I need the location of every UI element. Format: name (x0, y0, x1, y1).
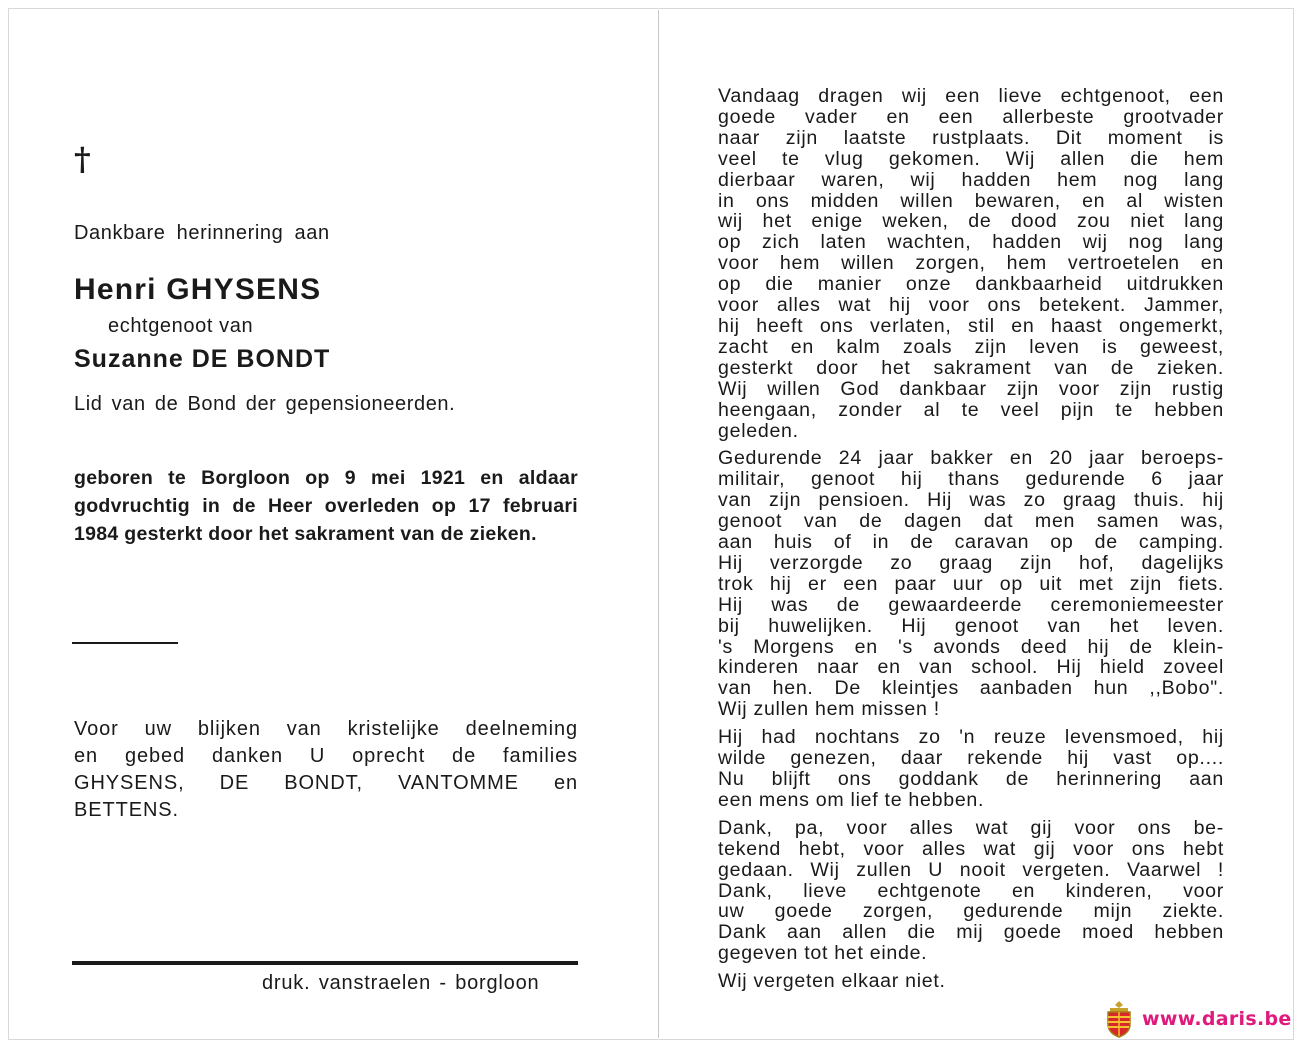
memorial-line: van hen. De kleintjes aanbaden hun ,,Bobo". (718, 677, 1224, 700)
spouse-name: Suzanne DE BONDT (74, 345, 331, 373)
memorial-line: wij het enige weken, de dood zou niet lang (718, 210, 1224, 233)
memorial-paragraph (718, 727, 1224, 811)
memorial-line: heengaan, zonder al te veel pijn te hebben (718, 398, 1224, 421)
memorial-line: gedaan. Wij zullen U nooit vergeten. Vaarwel ! (718, 858, 1224, 881)
memorial-line: een mens om lief te hebben. (718, 788, 985, 811)
memorial-line: genoot van de dagen dat men samen was, (718, 510, 1224, 533)
memorial-line: aan huis of in de caravan op de camping. (718, 531, 1224, 554)
memorial-line: goede vader en een allerbeste grootvader (718, 105, 1224, 128)
memorial-line: voor hem willen zorgen, hem vertroetelen en (718, 252, 1224, 275)
memorial-line: zacht en kalm zoals zijn leven is geweest, (718, 335, 1224, 358)
memorial-line: Wij vergeten elkaar niet. (718, 970, 946, 993)
memorial-line: gegeven tot het einde. (718, 942, 928, 965)
memorial-line: voor alles wat hij voor ons betekent. Jammer, (718, 294, 1224, 317)
memorial-paragraph (718, 86, 1224, 441)
deceased-name: Henri GHYSENS (74, 273, 322, 306)
memorial-line: Vandaag dragen wij een lieve echtgenoot, een (718, 85, 1224, 107)
thanks-line: en gebed danken U oprecht de families (74, 745, 578, 767)
memorial-line: Dank, pa, voor alles wat gij voor ons be- (718, 816, 1224, 839)
memorial-line: tekend hebt, voor alles wat gij voor ons hebt (718, 837, 1224, 860)
card-fold-line (658, 10, 659, 1038)
watermark (1104, 1000, 1292, 1038)
memorial-line: Wij willen God dankbaar zijn voor zijn rustig (718, 377, 1224, 400)
memorial-line: Hij was de gewaardeerde ceremoniemeester (718, 593, 1224, 616)
printer-credit: druk. vanstraelen - borgloon (262, 972, 540, 994)
birth-death-text: geboren te Borgloon op 9 mei 1921 en aldaar godvruchtig in de Heer overleden op 17 februari 1984 gesterkt door het sakrament van de zieken. (74, 467, 578, 545)
spouse-label: echtgenoot van (108, 315, 254, 337)
memorial-line: trok hij er een paar uur op uit met zijn fiets. (718, 572, 1224, 595)
memorial-paragraph (718, 448, 1224, 720)
memorial-line: bij huwelijken. Hij genoot van het leven. (718, 614, 1224, 637)
memorial-line: veel te vlug gekomen. Wij allen die hem (718, 147, 1224, 170)
memorial-line: op die manier onze dankbaarheid uitdrukken (718, 273, 1224, 296)
memorial-line: Hij verzorgde zo graag zijn hof, dagelijks (718, 551, 1224, 574)
heraldic-crest-icon (1104, 1000, 1134, 1038)
memorial-line: 's Morgens en 's avonds deed hij de klein- (718, 635, 1224, 658)
memorial-line: gesterkt door het sakrament van de zieken. (718, 356, 1224, 379)
memorial-line: wilde genezen, daar rekende hij vast op.... (718, 747, 1224, 770)
thanks-line: BETTENS. (74, 799, 179, 821)
memorial-line: Gedurende 24 jaar bakker en 20 jaar beroeps- (718, 447, 1224, 470)
memorial-line: Dank, lieve echtgenote en kinderen, voor (718, 879, 1224, 902)
memorial-line: kinderen naar en van school. Hij hield zoveel (718, 656, 1224, 679)
memorial-line: naar zijn laatste rustplaats. Dit moment is (718, 126, 1224, 149)
memorial-line: dierbaar waren, wij hadden hem nog lang (718, 168, 1224, 191)
thanks-text (74, 716, 578, 824)
memorial-line: hij heeft ons verlaten, stil en haast ongemerkt, (718, 314, 1224, 337)
memorial-line: militair, genoot hij thans gedurende 6 jaar (718, 468, 1224, 491)
intro-text: Dankbare herinnering aan (74, 222, 330, 244)
memorial-line: geleden. (718, 419, 799, 442)
thanks-line: GHYSENS, DE BONDT, VANTOMME en (74, 772, 578, 794)
memorial-line: uw goede zorgen, gedurende mijn ziekte. (718, 900, 1224, 923)
cross-icon: † (74, 140, 91, 178)
memorial-line: in ons midden willen bewaren, en al wisten (718, 189, 1224, 212)
memorial-paragraph (718, 818, 1224, 964)
thanks-line: Voor uw blijken van kristelijke deelneming (74, 718, 578, 740)
memorial-line: Dank aan allen die mij goede moed hebben (718, 921, 1224, 944)
divider-long (72, 961, 578, 965)
memorial-line: van zijn pensioen. Hij was zo graag thuis. hij (718, 489, 1224, 512)
divider-short (72, 642, 178, 644)
memorial-line: Wij zullen hem missen ! (718, 698, 940, 721)
memorial-line: op zich laten wachten, hadden wij nog lang (718, 231, 1224, 254)
memorial-paragraph (718, 971, 1224, 992)
watermark-text: www.daris.be (1142, 1008, 1292, 1030)
memorial-text (718, 86, 1224, 999)
memorial-line: Hij had nochtans zo 'n reuze levensmoed, hij (718, 726, 1224, 749)
membership-text: Lid van de Bond der gepensioneerden. (74, 393, 456, 415)
memorial-line: Nu blijft ons goddank de herinnering aan (718, 768, 1224, 790)
